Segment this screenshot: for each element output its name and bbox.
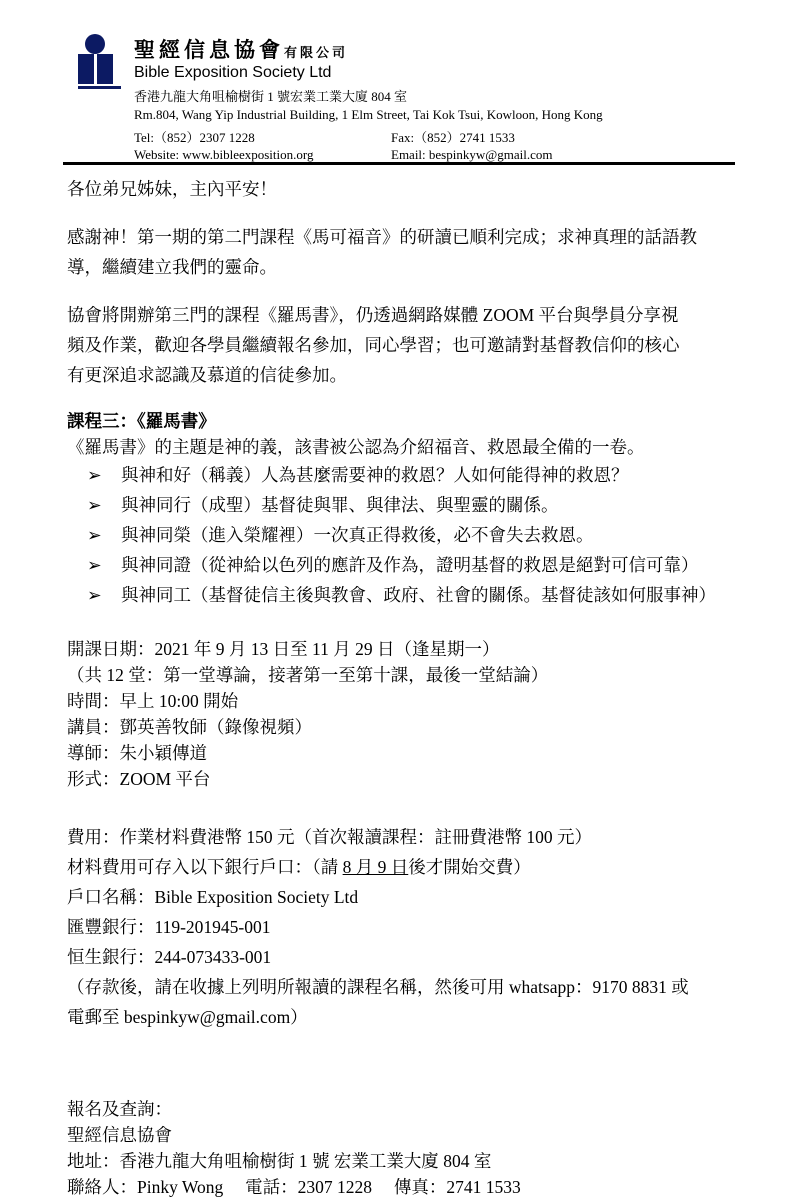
schedule-line: 時間：早上 10:00 開始	[67, 691, 239, 711]
para2-line: 有更深追求認識及慕道的信徒參加。	[67, 365, 347, 385]
society-logo-icon	[78, 34, 122, 94]
schedule-line: 導師：朱小穎傳道	[67, 743, 207, 763]
hsbc-account: 匯豐銀行：119-201945-001	[67, 917, 271, 937]
header-divider	[63, 162, 735, 165]
account-name: 戶口名稱：Bible Exposition Society Ltd	[67, 887, 359, 907]
contact-line: 聖經信息協會	[67, 1125, 172, 1145]
hangseng-account: 恒生銀行：244-073433-001	[67, 947, 272, 967]
topic-item: ➢ 與神和好（稱義）人為甚麼需要神的救恩？人如何能得神的救恩？	[67, 460, 747, 490]
arrow-bullet-icon: ➢	[87, 495, 102, 515]
deposit-date: 8 月 9 日	[342, 857, 409, 877]
arrow-bullet-icon: ➢	[87, 585, 102, 605]
deposit-line: 材料費用可存入以下銀行戶口：（請 8 月 9 日後才開始交費）	[67, 857, 531, 877]
website[interactable]: Website: www.bibleexposition.org	[134, 147, 314, 162]
greeting: 各位弟兄姊妹，主內平安！	[67, 179, 277, 199]
tel: Tel:（852）2307 1228	[134, 130, 255, 145]
contact-line: 地址：香港九龍大角咀榆樹街 1 號 宏業工業大廈 804 室	[67, 1151, 492, 1171]
note-line: （存款後，請在收據上列明所報讀的課程名稱，然後可用 whatsapp：9170 8831 或	[67, 977, 689, 997]
para2-line: 頻及作業，歡迎各學員繼續報名參加，同心學習；也可邀請對基督教信仰的核心	[67, 335, 680, 355]
schedule-line: 形式：ZOOM 平台	[67, 769, 211, 789]
para2-line: 協會將開辦第三門的課程《羅馬書》，仍透過網路媒體 ZOOM 平台與學員分享視	[67, 305, 679, 325]
schedule-line: 開課日期：2021 年 9 月 13 日至 11 月 29 日（逢星期一）	[67, 639, 500, 659]
arrow-bullet-icon: ➢	[87, 465, 102, 485]
arrow-bullet-icon: ➢	[87, 555, 102, 575]
address-en: Rm.804, Wang Yip Industrial Building, 1 Elm Street, Tai Kok Tsui, Kowloon, Hong Kong	[134, 107, 603, 122]
fee-line: 費用：作業材料費港幣 150 元（首次報讀課程：註冊費港幣 100 元）	[67, 827, 592, 847]
contact-line: 聯絡人：Pinky Wong 電話：2307 1228 傳真：2741 1533	[67, 1177, 521, 1197]
contact-line: 報名及查詢：	[67, 1099, 172, 1119]
topic-item: ➢ 與神同工（基督徒信主後與教會、政府、社會的關係。基督徒該如何服事神）	[67, 580, 747, 610]
course-heading: 課程三：《羅馬書》	[67, 411, 216, 431]
note-line: 電郵至 bespinkyw@gmail.com）	[67, 1007, 308, 1027]
fax: Fax:（852）2741 1533	[391, 130, 515, 145]
schedule-line: （共 12 堂：第一堂導論，接著第一至第十課，最後一堂結論）	[67, 665, 549, 685]
topic-item: ➢ 與神同證（從神給以色列的應許及作為，證明基督的救恩是絕對可信可靠）	[67, 550, 747, 580]
arrow-bullet-icon: ➢	[87, 525, 102, 545]
schedule-line: 講員：鄧英善牧師（錄像視頻）	[67, 717, 312, 737]
letter-body	[67, 174, 747, 1200]
org-name-en: Bible Exposition Society Ltd	[134, 64, 332, 81]
org-name-zh: 聖經信息協會有限公司	[134, 38, 349, 62]
course-intro: 《羅馬書》的主題是神的義，該書被公認為介紹福音、救恩最全備的一卷。	[67, 437, 645, 457]
topic-item: ➢ 與神同榮（進入榮耀裡）一次真正得救後，必不會失去救恩。	[67, 520, 747, 550]
email[interactable]: Email: bespinkyw@gmail.com	[391, 147, 553, 162]
para1-line: 導，繼續建立我們的靈命。	[67, 257, 277, 277]
address-zh: 香港九龍大角咀榆樹街 1 號宏業工業大廈 804 室	[134, 89, 408, 104]
para1-line: 感謝神！第一期的第二門課程《馬可福音》的研讀已順利完成；求神真理的話語教	[67, 227, 697, 247]
topic-item: ➢ 與神同行（成聖）基督徒與罪、與律法、與聖靈的關係。	[67, 490, 747, 520]
